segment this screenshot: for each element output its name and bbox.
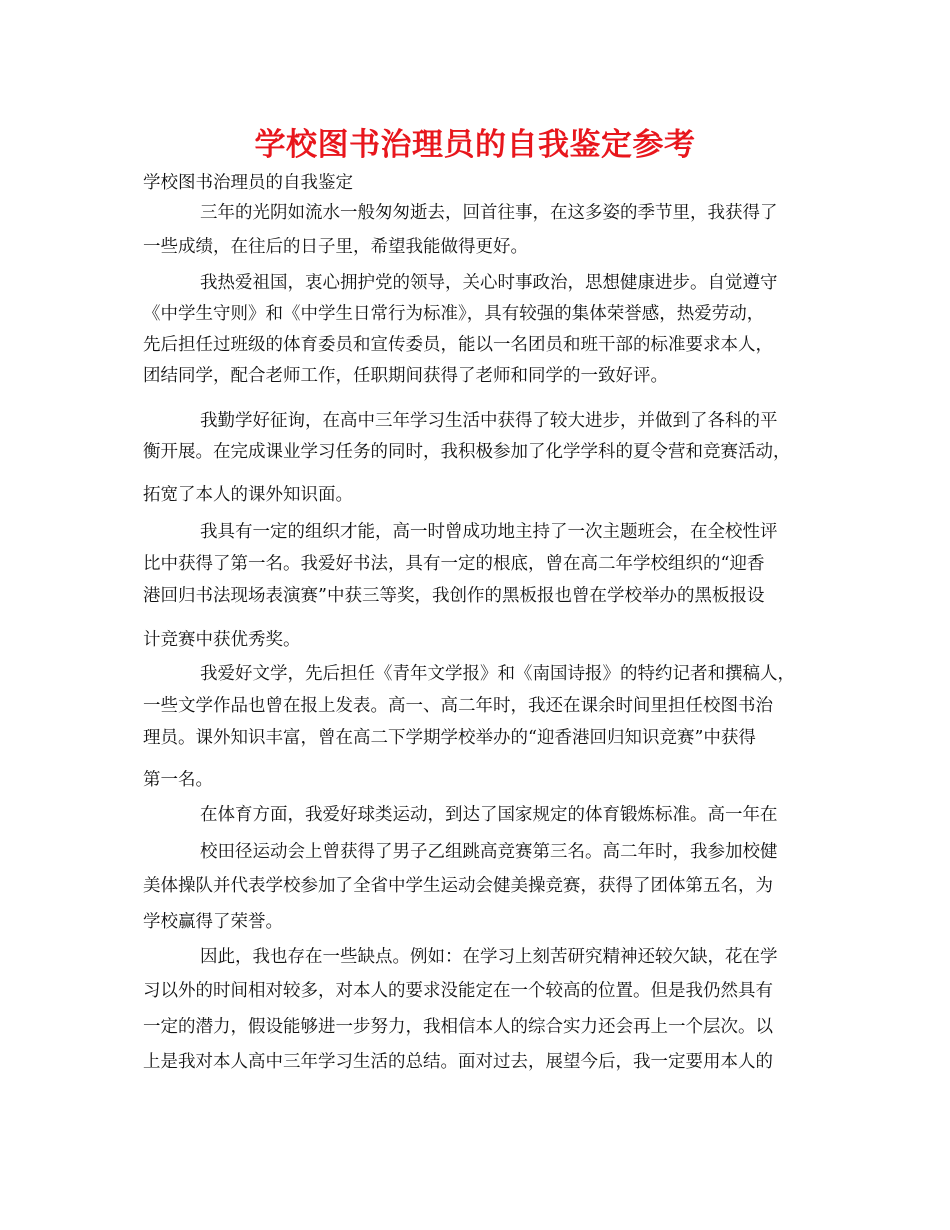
paragraph-line: 港回归书法现场表演赛”中获三等奖，我创作的黑板报也曾在学校举办的黑板报设 xyxy=(143,586,765,606)
paragraph-line: 上是我对本人高中三年学习生活的总结。面对过去，展望今后，我一定要用本人的 xyxy=(143,1052,773,1072)
paragraph-line: 我热爱祖国，衷心拥护党的领导，关心时事政治，思想健康进步。自觉遵守 xyxy=(200,273,778,293)
paragraph-line: 一些文学作品也曾在报上发表。高一、高二年时，我还在课余时间里担任校图书治 xyxy=(143,696,773,716)
document-title: 学校图书治理员的自我鉴定参考 xyxy=(254,127,696,163)
paragraph-line: 先后担任过班级的体育委员和宣传委员，能以一名团员和班干部的标准要求本人， xyxy=(143,335,773,355)
paragraph-line: 衡开展。在完成课业学习任务的同时，我积极参加了化学学科的夏令营和竞赛活动， xyxy=(143,442,791,462)
paragraph-line: 团结同学，配合老师工作，任职期间获得了老师和同学的一致好评。 xyxy=(143,366,668,386)
paragraph-line: 计竞赛中获优秀奖。 xyxy=(143,630,301,650)
paragraph-line: 理员。课外知识丰富，曾在高二下学期学校举办的“迎香港回归知识竞赛”中获得 xyxy=(143,728,756,748)
paragraph-line: 学校赢得了荣誉。 xyxy=(143,912,283,932)
paragraph-line: 三年的光阴如流水一般匆匆逝去，回首往事，在这多姿的季节里，我获得了 xyxy=(200,203,778,223)
paragraph-line: 一定的潜力，假设能够进一步努力，我相信本人的综合实力还会再上一个层次。以 xyxy=(143,1017,773,1037)
paragraph-line: 校田径运动会上曾获得了男子乙组跳高竞赛第三名。高二年时，我参加校健 xyxy=(200,842,778,862)
paragraph-line: 拓宽了本人的课外知识面。 xyxy=(143,485,353,505)
paragraph-line: 我爱好文学，先后担任《青年文学报》和《南国诗报》的特约记者和撰稿人， xyxy=(200,664,795,684)
paragraph-line: 因此，我也存在一些缺点。例如：在学习上刻苦研究精神还较欠缺，花在学 xyxy=(200,947,778,967)
paragraph-line: 我具有一定的组织才能，高一时曾成功地主持了一次主题班会，在全校性评 xyxy=(200,522,778,542)
paragraph-line: 第一名。 xyxy=(143,770,213,790)
document-subtitle: 学校图书治理员的自我鉴定 xyxy=(143,173,353,193)
paragraph-line: 《中学生守则》和《中学生日常行为标准》，具有较强的集体荣誉感，热爱劳动， xyxy=(143,304,765,324)
paragraph-line: 在体育方面，我爱好球类运动，到达了国家规定的体育锻炼标准。高一年在 xyxy=(200,805,778,825)
paragraph-line: 一些成绩，在往后的日子里，希望我能做得更好。 xyxy=(143,237,528,257)
paragraph-line: 比中获得了第一名。我爱好书法，具有一定的根底，曾在高二年学校组织的“迎香 xyxy=(143,554,765,574)
paragraph-line: 美体操队并代表学校参加了全省中学生运动会健美操竞赛，获得了团体第五名，为 xyxy=(143,876,773,896)
paragraph-line: 我勤学好征询，在高中三年学习生活中获得了较大进步，并做到了各科的平 xyxy=(200,411,778,431)
paragraph-line: 习以外的时间相对较多，对本人的要求没能定在一个较高的位置。但是我仍然具有 xyxy=(143,981,773,1001)
